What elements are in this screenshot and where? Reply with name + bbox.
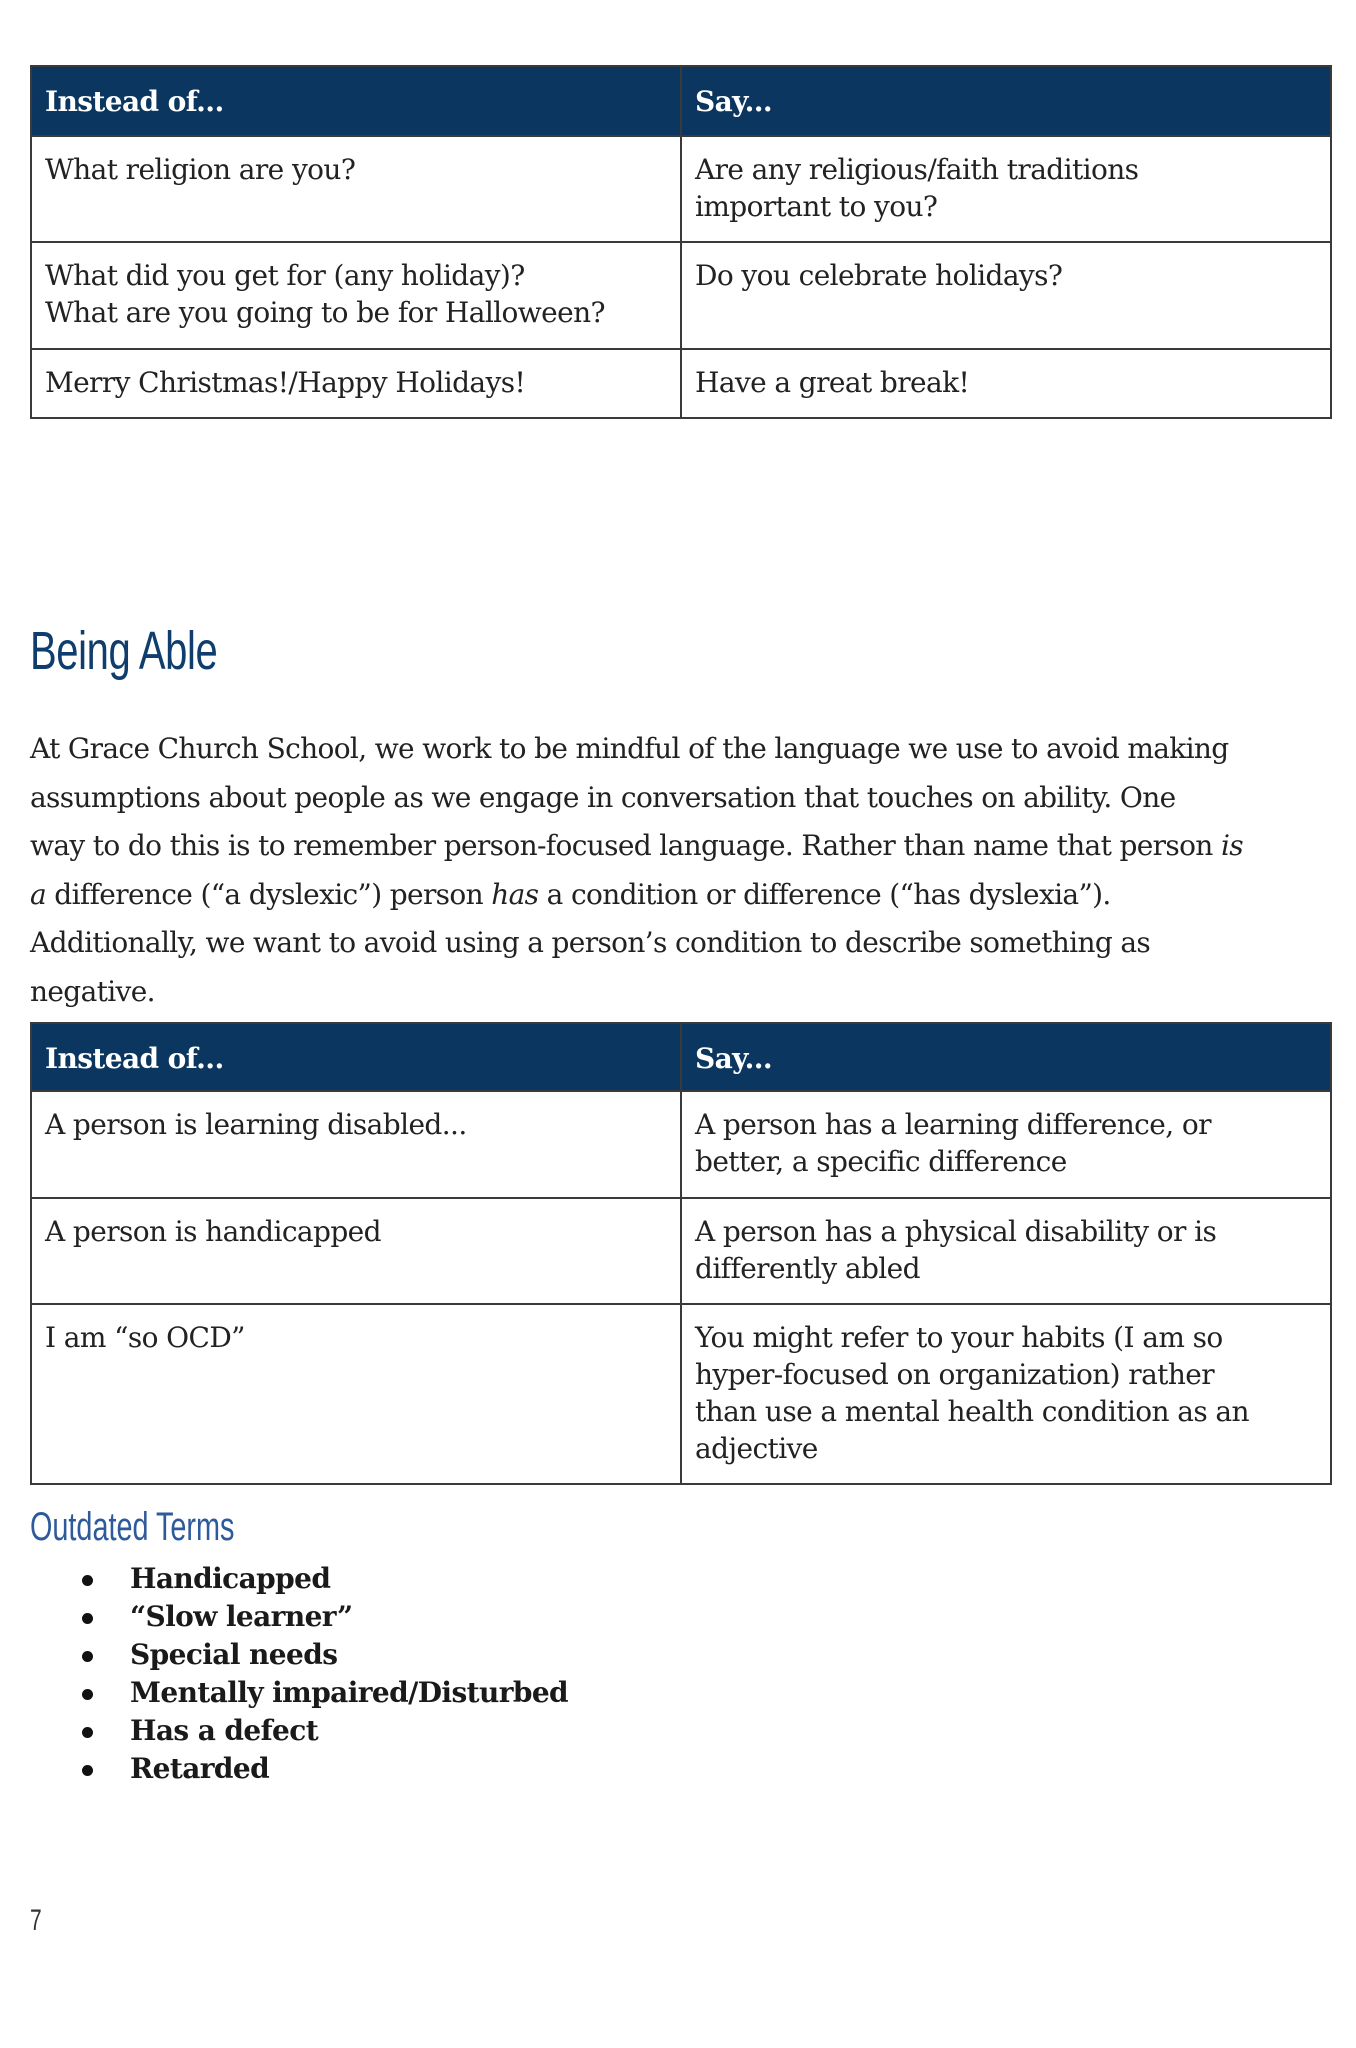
say-cell	[681, 349, 1331, 418]
bullet-icon	[82, 1689, 93, 1700]
say-cell	[681, 1091, 1331, 1198]
list-item-text: Retarded	[130, 1752, 270, 1785]
table-row	[31, 1198, 1331, 1304]
section-heading: Being Able	[30, 621, 218, 681]
cell-text: What did you get for (any holiday)?	[45, 259, 525, 292]
paragraph-text: a condition or difference (“has dyslexia”).	[538, 877, 1111, 911]
instead-cell	[31, 1198, 681, 1304]
paragraph-line	[30, 968, 1340, 1017]
cell-text: What religion are you?	[45, 153, 356, 186]
bullet-icon	[82, 1575, 93, 1586]
table-row	[31, 349, 1331, 418]
paragraph-line	[30, 822, 1340, 871]
paragraph-text: assumptions about people as we engage in conversation that touches on ability. One	[30, 780, 1176, 814]
table-row	[31, 1091, 1331, 1198]
outdated-terms-list	[0, 1560, 568, 1788]
list-item	[0, 1674, 568, 1712]
bullet-icon	[82, 1727, 93, 1738]
cell-text: I am “so OCD”	[45, 1321, 245, 1354]
cell-text: hyper-focused on organization) rather	[695, 1358, 1215, 1391]
paragraph-text: difference (“a dyslexic”) person	[46, 877, 492, 911]
cell-text: A person has a learning difference, or	[695, 1108, 1211, 1141]
emphasis-text: is	[1220, 829, 1243, 862]
cell-text: Have a great break!	[695, 366, 970, 399]
paragraph-text: way to do this is to remember person-focused language. Rather than name that person	[30, 829, 1221, 862]
list-item-text: Special needs	[130, 1638, 338, 1671]
bullet-icon	[82, 1613, 93, 1624]
cell-text: Are any religious/faith traditions	[695, 153, 1139, 186]
emphasis-text: a	[30, 877, 47, 911]
list-item	[0, 1560, 568, 1598]
list-item-text: Handicapped	[130, 1562, 331, 1595]
list-item-text: “Slow learner”	[130, 1600, 353, 1633]
cell-text: A person is learning disabled...	[45, 1108, 467, 1141]
cell-text: A person has a physical disability or is	[695, 1215, 1217, 1248]
list-item-text: Has a defect	[130, 1714, 319, 1747]
say-cell	[681, 242, 1331, 349]
cell-text: differently abled	[695, 1252, 920, 1285]
say-cell	[681, 1198, 1331, 1304]
cell-text: Do you celebrate holidays?	[695, 259, 1063, 292]
language-table-ability	[30, 1022, 1332, 1485]
paragraph-line	[30, 871, 1340, 920]
cell-text: You might refer to your habits (I am so	[695, 1321, 1223, 1354]
cell-text: Merry Christmas!/Happy Holidays!	[45, 366, 526, 399]
paragraph-line	[30, 919, 1340, 968]
paragraph-text: At Grace Church School, we work to be mindful of the language we use to avoid making	[30, 732, 1229, 765]
instead-cell	[31, 136, 681, 242]
table-row	[31, 242, 1331, 349]
table-header-row	[31, 66, 1331, 136]
cell-text: What are you going to be for Halloween?	[45, 296, 605, 329]
table-row	[31, 1304, 1331, 1484]
table-row	[31, 136, 1331, 242]
cell-text: adjective	[695, 1432, 818, 1465]
paragraph-text: Additionally, we want to avoid using a person’s condition to describe something as	[30, 926, 1151, 959]
list-item	[0, 1712, 568, 1750]
header-instead-of: Instead of...	[31, 1023, 681, 1091]
cell-text: better, a specific difference	[695, 1145, 1067, 1178]
instead-cell	[31, 1091, 681, 1198]
emphasis-text: has	[491, 877, 539, 911]
list-item	[0, 1750, 568, 1788]
say-cell	[681, 1304, 1331, 1484]
list-item-text: Mentally impaired/Disturbed	[130, 1676, 569, 1709]
paragraph-line	[30, 774, 1340, 823]
header-say: Say...	[681, 1023, 1331, 1091]
list-item	[0, 1598, 568, 1636]
cell-text: A person is handicapped	[45, 1215, 381, 1248]
header-instead-of: Instead of...	[31, 66, 681, 136]
instead-cell	[31, 349, 681, 418]
cell-text: than use a mental health condition as an	[695, 1395, 1249, 1428]
section-paragraph	[30, 725, 1340, 1016]
instead-cell	[31, 1304, 681, 1484]
language-table-religion	[30, 65, 1332, 419]
say-cell	[681, 136, 1331, 242]
instead-cell	[31, 242, 681, 349]
list-item	[0, 1636, 568, 1674]
header-say: Say...	[681, 66, 1331, 136]
outdated-terms-heading: Outdated Terms	[30, 1505, 235, 1549]
table-header-row	[31, 1023, 1331, 1091]
bullet-icon	[82, 1765, 93, 1776]
paragraph-text: negative.	[30, 974, 155, 1008]
cell-text: important to you?	[695, 190, 938, 223]
page-number: 7	[30, 1904, 42, 1937]
bullet-icon	[82, 1651, 93, 1662]
paragraph-line	[30, 725, 1340, 774]
